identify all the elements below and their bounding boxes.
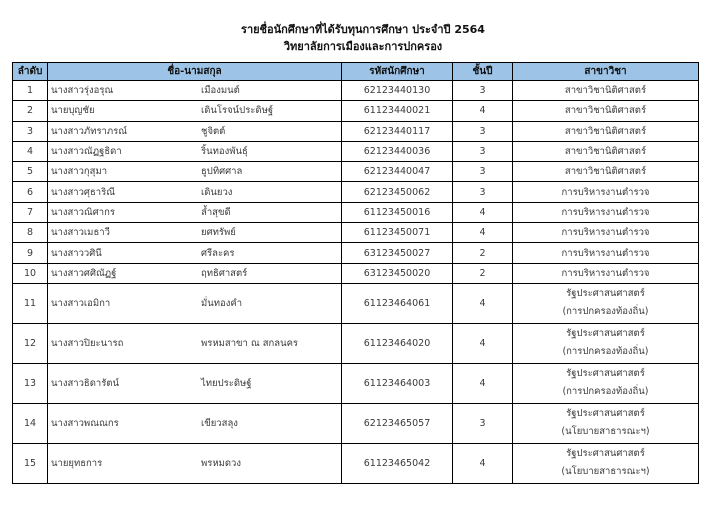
cell-name bbox=[48, 443, 342, 483]
first-name: นางสาวพณณกร bbox=[51, 417, 119, 429]
document-subtitle: วิทยาลัยการเมืองและการปกครอง bbox=[283, 40, 443, 53]
cell-major bbox=[513, 283, 699, 323]
major-text: สาขาวิชานิติศาสตร์ bbox=[564, 166, 647, 178]
last-name: เดินยวง bbox=[201, 186, 233, 198]
table-row bbox=[13, 223, 699, 243]
table-row bbox=[13, 182, 699, 202]
table-row bbox=[13, 101, 699, 121]
cell-student-id: 61123440021 bbox=[342, 101, 453, 121]
last-name: เมืองมนต์ bbox=[201, 85, 240, 97]
cell-student-id: 61123465042 bbox=[342, 443, 453, 483]
cell-year: 4 bbox=[453, 443, 513, 483]
major-text: การบริหารงานตำรวจ bbox=[561, 267, 650, 279]
cell-student-id: 61123464020 bbox=[342, 323, 453, 363]
last-name: พรหมสาขา ณ สกลนคร bbox=[201, 337, 299, 349]
cell-name bbox=[48, 283, 342, 323]
cell-year: 3 bbox=[453, 81, 513, 101]
major-text: การบริหารงานตำรวจ bbox=[561, 227, 650, 239]
cell-year: 4 bbox=[453, 323, 513, 363]
last-name: เขียวสลุง bbox=[201, 417, 238, 429]
first-name: นายยุทธการ bbox=[51, 457, 103, 469]
major-line-1: รัฐประศาสนศาสตร์ bbox=[566, 328, 645, 340]
last-name: ฤทธิศาสตร์ bbox=[201, 267, 248, 279]
last-name: ล้ำสุขดี bbox=[201, 206, 231, 218]
last-name: ธูปทิศศาล bbox=[201, 166, 243, 178]
header-major: สาขาวิชา bbox=[513, 63, 699, 81]
cell-student-id: 63123450020 bbox=[342, 263, 453, 283]
cell-no: 3 bbox=[13, 121, 48, 141]
cell-year: 4 bbox=[453, 283, 513, 323]
cell-year: 4 bbox=[453, 223, 513, 243]
first-name: นางสาวธิดารัตน์ bbox=[51, 377, 120, 389]
header-name: ชื่อ-นามสกุล bbox=[48, 63, 342, 81]
table-row bbox=[13, 162, 699, 182]
cell-major bbox=[513, 323, 699, 363]
cell-name bbox=[48, 243, 342, 263]
last-name: ไทยประดิษฐ์ bbox=[201, 377, 252, 389]
major-text: การบริหารงานตำรวจ bbox=[561, 247, 650, 259]
cell-no: 10 bbox=[13, 263, 48, 283]
major-line-2: (การปกครองท้องถิ่น) bbox=[562, 386, 649, 398]
header-year: ชั้นปี bbox=[453, 63, 513, 81]
first-name: นางสาวศศิณัฏฐ์ bbox=[51, 267, 117, 279]
cell-name bbox=[48, 101, 342, 121]
first-name: นางสาวปิยะนารถ bbox=[51, 337, 124, 349]
cell-student-id: 62123450062 bbox=[342, 182, 453, 202]
cell-student-id: 62123440036 bbox=[342, 141, 453, 161]
major-line-1: รัฐประศาสนศาสตร์ bbox=[566, 408, 645, 420]
cell-no: 13 bbox=[13, 363, 48, 403]
table-row bbox=[13, 443, 699, 483]
last-name: มั่นทองคำ bbox=[201, 297, 243, 309]
cell-no: 1 bbox=[13, 81, 48, 101]
cell-no: 15 bbox=[13, 443, 48, 483]
cell-name bbox=[48, 81, 342, 101]
cell-no: 8 bbox=[13, 223, 48, 243]
major-text: สาขาวิชานิติศาสตร์ bbox=[564, 85, 647, 97]
major-line-2: (การปกครองท้องถิ่น) bbox=[562, 306, 649, 318]
cell-major bbox=[513, 263, 699, 283]
cell-name bbox=[48, 121, 342, 141]
cell-name bbox=[48, 162, 342, 182]
cell-name bbox=[48, 223, 342, 243]
cell-year: 3 bbox=[453, 141, 513, 161]
table-row bbox=[13, 323, 699, 363]
cell-no: 7 bbox=[13, 202, 48, 222]
cell-name bbox=[48, 141, 342, 161]
cell-no: 14 bbox=[13, 403, 48, 443]
table-row bbox=[13, 363, 699, 403]
table-row bbox=[13, 283, 699, 323]
cell-major bbox=[513, 363, 699, 403]
table-row bbox=[13, 121, 699, 141]
major-line-2: (การปกครองท้องถิ่น) bbox=[562, 346, 649, 358]
table-row bbox=[13, 81, 699, 101]
first-name: นางสาวกุสุมา bbox=[51, 166, 108, 178]
cell-year: 4 bbox=[453, 363, 513, 403]
table-row bbox=[13, 141, 699, 161]
cell-student-id: 62123440047 bbox=[342, 162, 453, 182]
cell-student-id: 62123465057 bbox=[342, 403, 453, 443]
cell-name bbox=[48, 263, 342, 283]
first-name: นางสาวณิศากร bbox=[51, 206, 115, 218]
cell-name bbox=[48, 403, 342, 443]
scholarship-table bbox=[12, 62, 699, 484]
cell-major bbox=[513, 202, 699, 222]
cell-major bbox=[513, 81, 699, 101]
last-name: ศรีละคร bbox=[201, 247, 235, 259]
cell-major bbox=[513, 162, 699, 182]
cell-student-id: 61123450016 bbox=[342, 202, 453, 222]
major-text: สาขาวิชานิติศาสตร์ bbox=[564, 146, 647, 158]
major-line-1: รัฐประศาสนศาสตร์ bbox=[566, 288, 645, 300]
cell-no: 5 bbox=[13, 162, 48, 182]
cell-year: 4 bbox=[453, 202, 513, 222]
cell-major bbox=[513, 443, 699, 483]
cell-student-id: 61123450071 bbox=[342, 223, 453, 243]
cell-year: 3 bbox=[453, 403, 513, 443]
last-name: ริ้นทองพันธ์ุ bbox=[201, 146, 248, 158]
table-row bbox=[13, 403, 699, 443]
cell-major bbox=[513, 182, 699, 202]
first-name: นางสาวศุธาริณี bbox=[51, 186, 116, 198]
major-line-1: รัฐประศาสนศาสตร์ bbox=[566, 368, 645, 380]
header-student-id: รหัสนักศึกษา bbox=[342, 63, 453, 81]
table-header-row bbox=[13, 63, 699, 81]
cell-name bbox=[48, 202, 342, 222]
cell-year: 3 bbox=[453, 121, 513, 141]
cell-year: 3 bbox=[453, 182, 513, 202]
last-name: ชูจิตต์ bbox=[201, 125, 226, 137]
cell-year: 3 bbox=[453, 162, 513, 182]
cell-student-id: 63123450027 bbox=[342, 243, 453, 263]
cell-no: 6 bbox=[13, 182, 48, 202]
cell-major bbox=[513, 121, 699, 141]
cell-year: 2 bbox=[453, 263, 513, 283]
cell-name bbox=[48, 182, 342, 202]
cell-year: 4 bbox=[453, 101, 513, 121]
cell-no: 9 bbox=[13, 243, 48, 263]
table-row bbox=[13, 263, 699, 283]
cell-name bbox=[48, 323, 342, 363]
cell-no: 2 bbox=[13, 101, 48, 121]
first-name: นางสาวเอมิกา bbox=[51, 297, 111, 309]
cell-major bbox=[513, 243, 699, 263]
cell-no: 4 bbox=[13, 141, 48, 161]
cell-year: 2 bbox=[453, 243, 513, 263]
major-line-1: รัฐประศาสนศาสตร์ bbox=[566, 448, 645, 460]
cell-student-id: 62123440117 bbox=[342, 121, 453, 141]
major-text: สาขาวิชานิติศาสตร์ bbox=[564, 125, 647, 137]
cell-student-id: 61123464061 bbox=[342, 283, 453, 323]
cell-no: 11 bbox=[13, 283, 48, 323]
first-name: นางสาววศินี bbox=[51, 247, 102, 259]
first-name: นางสาวภัทราภรณ์ bbox=[51, 125, 128, 137]
cell-major bbox=[513, 403, 699, 443]
first-name: นางสาวณัฏฐธิดา bbox=[51, 146, 122, 158]
cell-major bbox=[513, 101, 699, 121]
first-name: นางสาวเมธาวี bbox=[51, 227, 110, 239]
major-line-2: (นโยบายสาธารณะฯ) bbox=[561, 466, 650, 478]
cell-major bbox=[513, 141, 699, 161]
cell-student-id: 62123440130 bbox=[342, 81, 453, 101]
header-no: ลำดับ bbox=[13, 63, 48, 81]
cell-name bbox=[48, 363, 342, 403]
table-row bbox=[13, 243, 699, 263]
cell-no: 12 bbox=[13, 323, 48, 363]
cell-student-id: 61123464003 bbox=[342, 363, 453, 403]
document-title: รายชื่อนักศึกษาที่ได้รับทุนการศึกษา ประจำปี 2564 bbox=[241, 23, 485, 36]
last-name: เดินโรจน์ประดิษฐ์ bbox=[201, 105, 274, 117]
major-text: การบริหารงานตำรวจ bbox=[561, 186, 650, 198]
table-row bbox=[13, 202, 699, 222]
last-name: ยศทรัพย์ bbox=[201, 227, 236, 239]
first-name: นายบุญชัย bbox=[51, 105, 95, 117]
major-line-2: (นโยบายสาธารณะฯ) bbox=[561, 426, 650, 438]
last-name: พรหมดวง bbox=[201, 457, 242, 469]
first-name: นางสาวรุ่งอรุณ bbox=[51, 85, 114, 97]
major-text: สาขาวิชานิติศาสตร์ bbox=[564, 105, 647, 117]
cell-major bbox=[513, 223, 699, 243]
major-text: การบริหารงานตำรวจ bbox=[561, 206, 650, 218]
